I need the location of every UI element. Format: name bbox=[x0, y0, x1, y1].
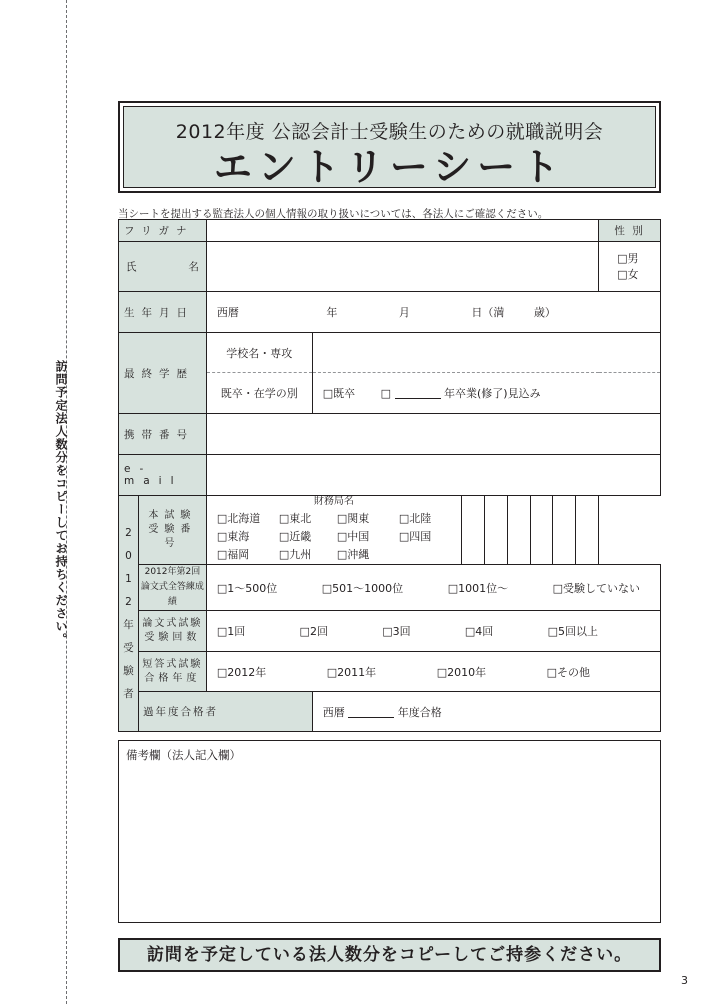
rank-checkbox[interactable]: □1～500位 bbox=[216, 581, 278, 595]
examinee-char: 2 bbox=[125, 526, 132, 539]
short-options bbox=[206, 652, 660, 692]
remarks-label: 備考欄（法人記入欄） bbox=[126, 748, 241, 762]
name-label: 氏 名 bbox=[119, 242, 207, 292]
title-panel bbox=[123, 106, 656, 188]
examinee-char: 年 bbox=[123, 618, 134, 631]
school-input[interactable] bbox=[312, 333, 660, 373]
page-number: 3 bbox=[681, 974, 688, 987]
zaimu-cell bbox=[206, 496, 598, 565]
examinee-char: 1 bbox=[125, 572, 132, 585]
examinee-label bbox=[119, 496, 139, 732]
short-label-line2: 合格年度 bbox=[144, 672, 201, 684]
essay-checkbox[interactable]: □5回以上 bbox=[547, 625, 598, 638]
birth-year: 年 bbox=[326, 306, 338, 319]
side-note: 訪問予定法人数分をコピーしてお持ちください。 bbox=[54, 360, 68, 646]
short-label bbox=[138, 652, 206, 692]
short-checkbox[interactable]: □2012年 bbox=[216, 665, 267, 679]
gender-male-checkbox[interactable]: □男 bbox=[617, 251, 639, 265]
education-label: 最終学歴 bbox=[119, 333, 207, 414]
past-prefix: 西暦 bbox=[322, 705, 345, 719]
remarks-box[interactable] bbox=[118, 740, 661, 923]
past-input bbox=[312, 692, 660, 732]
zaimu-checkbox[interactable]: □東北 bbox=[278, 512, 312, 525]
furigana-label: フリガナ bbox=[119, 220, 207, 242]
examinee-char: 0 bbox=[125, 549, 132, 562]
rank-checkbox[interactable]: □1001位～ bbox=[447, 581, 509, 595]
expected-year-blank[interactable] bbox=[395, 389, 441, 399]
short-label-line1: 短答式試験 bbox=[142, 658, 203, 670]
exam-number-label: 本試験受験番号 bbox=[138, 496, 206, 565]
essay-label-line1: 論文式試験 bbox=[142, 618, 203, 629]
essay-label-line2: 受験回数 bbox=[144, 632, 201, 643]
short-checkbox[interactable]: □その他 bbox=[546, 665, 590, 679]
rank-label-line1: 2012年第2回 bbox=[144, 567, 201, 577]
zaimu-checkbox[interactable]: □北海道 bbox=[216, 512, 261, 525]
zaimu-checkbox[interactable]: □福岡 bbox=[216, 548, 250, 561]
rank-options bbox=[206, 565, 660, 611]
past-label: 過年度合格者 bbox=[138, 692, 312, 732]
examinee-char: 験 bbox=[123, 664, 134, 677]
zaimu-checkbox[interactable]: □四国 bbox=[398, 530, 432, 543]
mobile-input[interactable] bbox=[206, 414, 660, 455]
gender-label: 性 別 bbox=[599, 220, 661, 242]
status-input bbox=[312, 373, 660, 414]
zaimu-checkbox[interactable]: □関東 bbox=[336, 512, 370, 525]
birth-age: 歳） bbox=[533, 306, 556, 319]
past-suffix: 年度合格 bbox=[397, 705, 442, 719]
rank-label bbox=[138, 565, 206, 611]
rank-checkbox[interactable]: □受験していない bbox=[552, 581, 640, 595]
exam-number-boxes[interactable] bbox=[462, 496, 598, 564]
essay-checkbox[interactable]: □3回 bbox=[382, 625, 411, 638]
short-checkbox[interactable]: □2011年 bbox=[326, 665, 377, 679]
essay-checkbox[interactable]: □1回 bbox=[216, 625, 246, 638]
zaimu-checkbox[interactable]: □東海 bbox=[216, 530, 250, 543]
page-subtitle: 2012年度 公認会計士受験生のための就職説明会 bbox=[175, 121, 604, 143]
entry-form bbox=[118, 219, 661, 732]
past-year-blank[interactable] bbox=[348, 708, 394, 718]
mobile-label: 携帯番号 bbox=[119, 414, 207, 455]
email-label: e-mail bbox=[119, 455, 207, 496]
zaimu-checkbox[interactable]: □沖縄 bbox=[336, 548, 370, 561]
essay-label bbox=[138, 611, 206, 652]
birth-input[interactable] bbox=[206, 292, 660, 333]
gender-options bbox=[599, 242, 661, 292]
birth-label: 生年月日 bbox=[119, 292, 207, 333]
title-box bbox=[118, 101, 661, 193]
zaimu-options bbox=[207, 508, 461, 564]
gender-female-checkbox[interactable]: □女 bbox=[617, 267, 639, 281]
examinee-char: 2 bbox=[125, 595, 132, 608]
rank-label-line2: 論文式全答練成績 bbox=[140, 582, 204, 607]
birth-month: 月 bbox=[398, 306, 410, 319]
essay-options bbox=[206, 611, 660, 652]
zaimu-checkbox[interactable]: □中国 bbox=[336, 530, 370, 543]
furigana-input[interactable] bbox=[206, 220, 598, 242]
examinee-char: 受 bbox=[123, 641, 134, 654]
graduated-checkbox[interactable]: □既卒 bbox=[322, 387, 356, 400]
school-label: 学校名・専攻 bbox=[206, 333, 312, 373]
page-title: エントリーシート bbox=[213, 145, 566, 189]
zaimu-checkbox[interactable]: □近畿 bbox=[278, 530, 312, 543]
rank-checkbox[interactable]: □501～1000位 bbox=[321, 581, 404, 595]
birth-day: 日（満 bbox=[471, 306, 505, 319]
bottom-notice: 訪問を予定している法人数分をコピーしてご持参ください。 bbox=[118, 938, 661, 972]
zaimu-checkbox[interactable]: □北陸 bbox=[398, 512, 432, 525]
zaimu-heading: 財務局名 bbox=[313, 496, 354, 507]
status-label: 既卒・在学の別 bbox=[206, 373, 312, 414]
privacy-notice: 当シートを提出する監査法人の個人情報の取り扱いについては、各法人にご確認ください。 bbox=[118, 208, 549, 220]
name-input[interactable] bbox=[206, 242, 598, 292]
email-input[interactable] bbox=[206, 455, 660, 496]
essay-checkbox[interactable]: □4回 bbox=[464, 625, 494, 638]
expected-checkbox[interactable]: □ bbox=[380, 387, 392, 400]
essay-checkbox[interactable]: □2回 bbox=[299, 625, 328, 638]
expected-text: 年卒業(修了)見込み bbox=[444, 387, 541, 400]
zaimu-checkbox[interactable]: □九州 bbox=[278, 548, 312, 561]
examinee-char: 者 bbox=[123, 687, 134, 700]
short-checkbox[interactable]: □2010年 bbox=[436, 665, 487, 679]
birth-era: 西暦 bbox=[216, 306, 239, 319]
